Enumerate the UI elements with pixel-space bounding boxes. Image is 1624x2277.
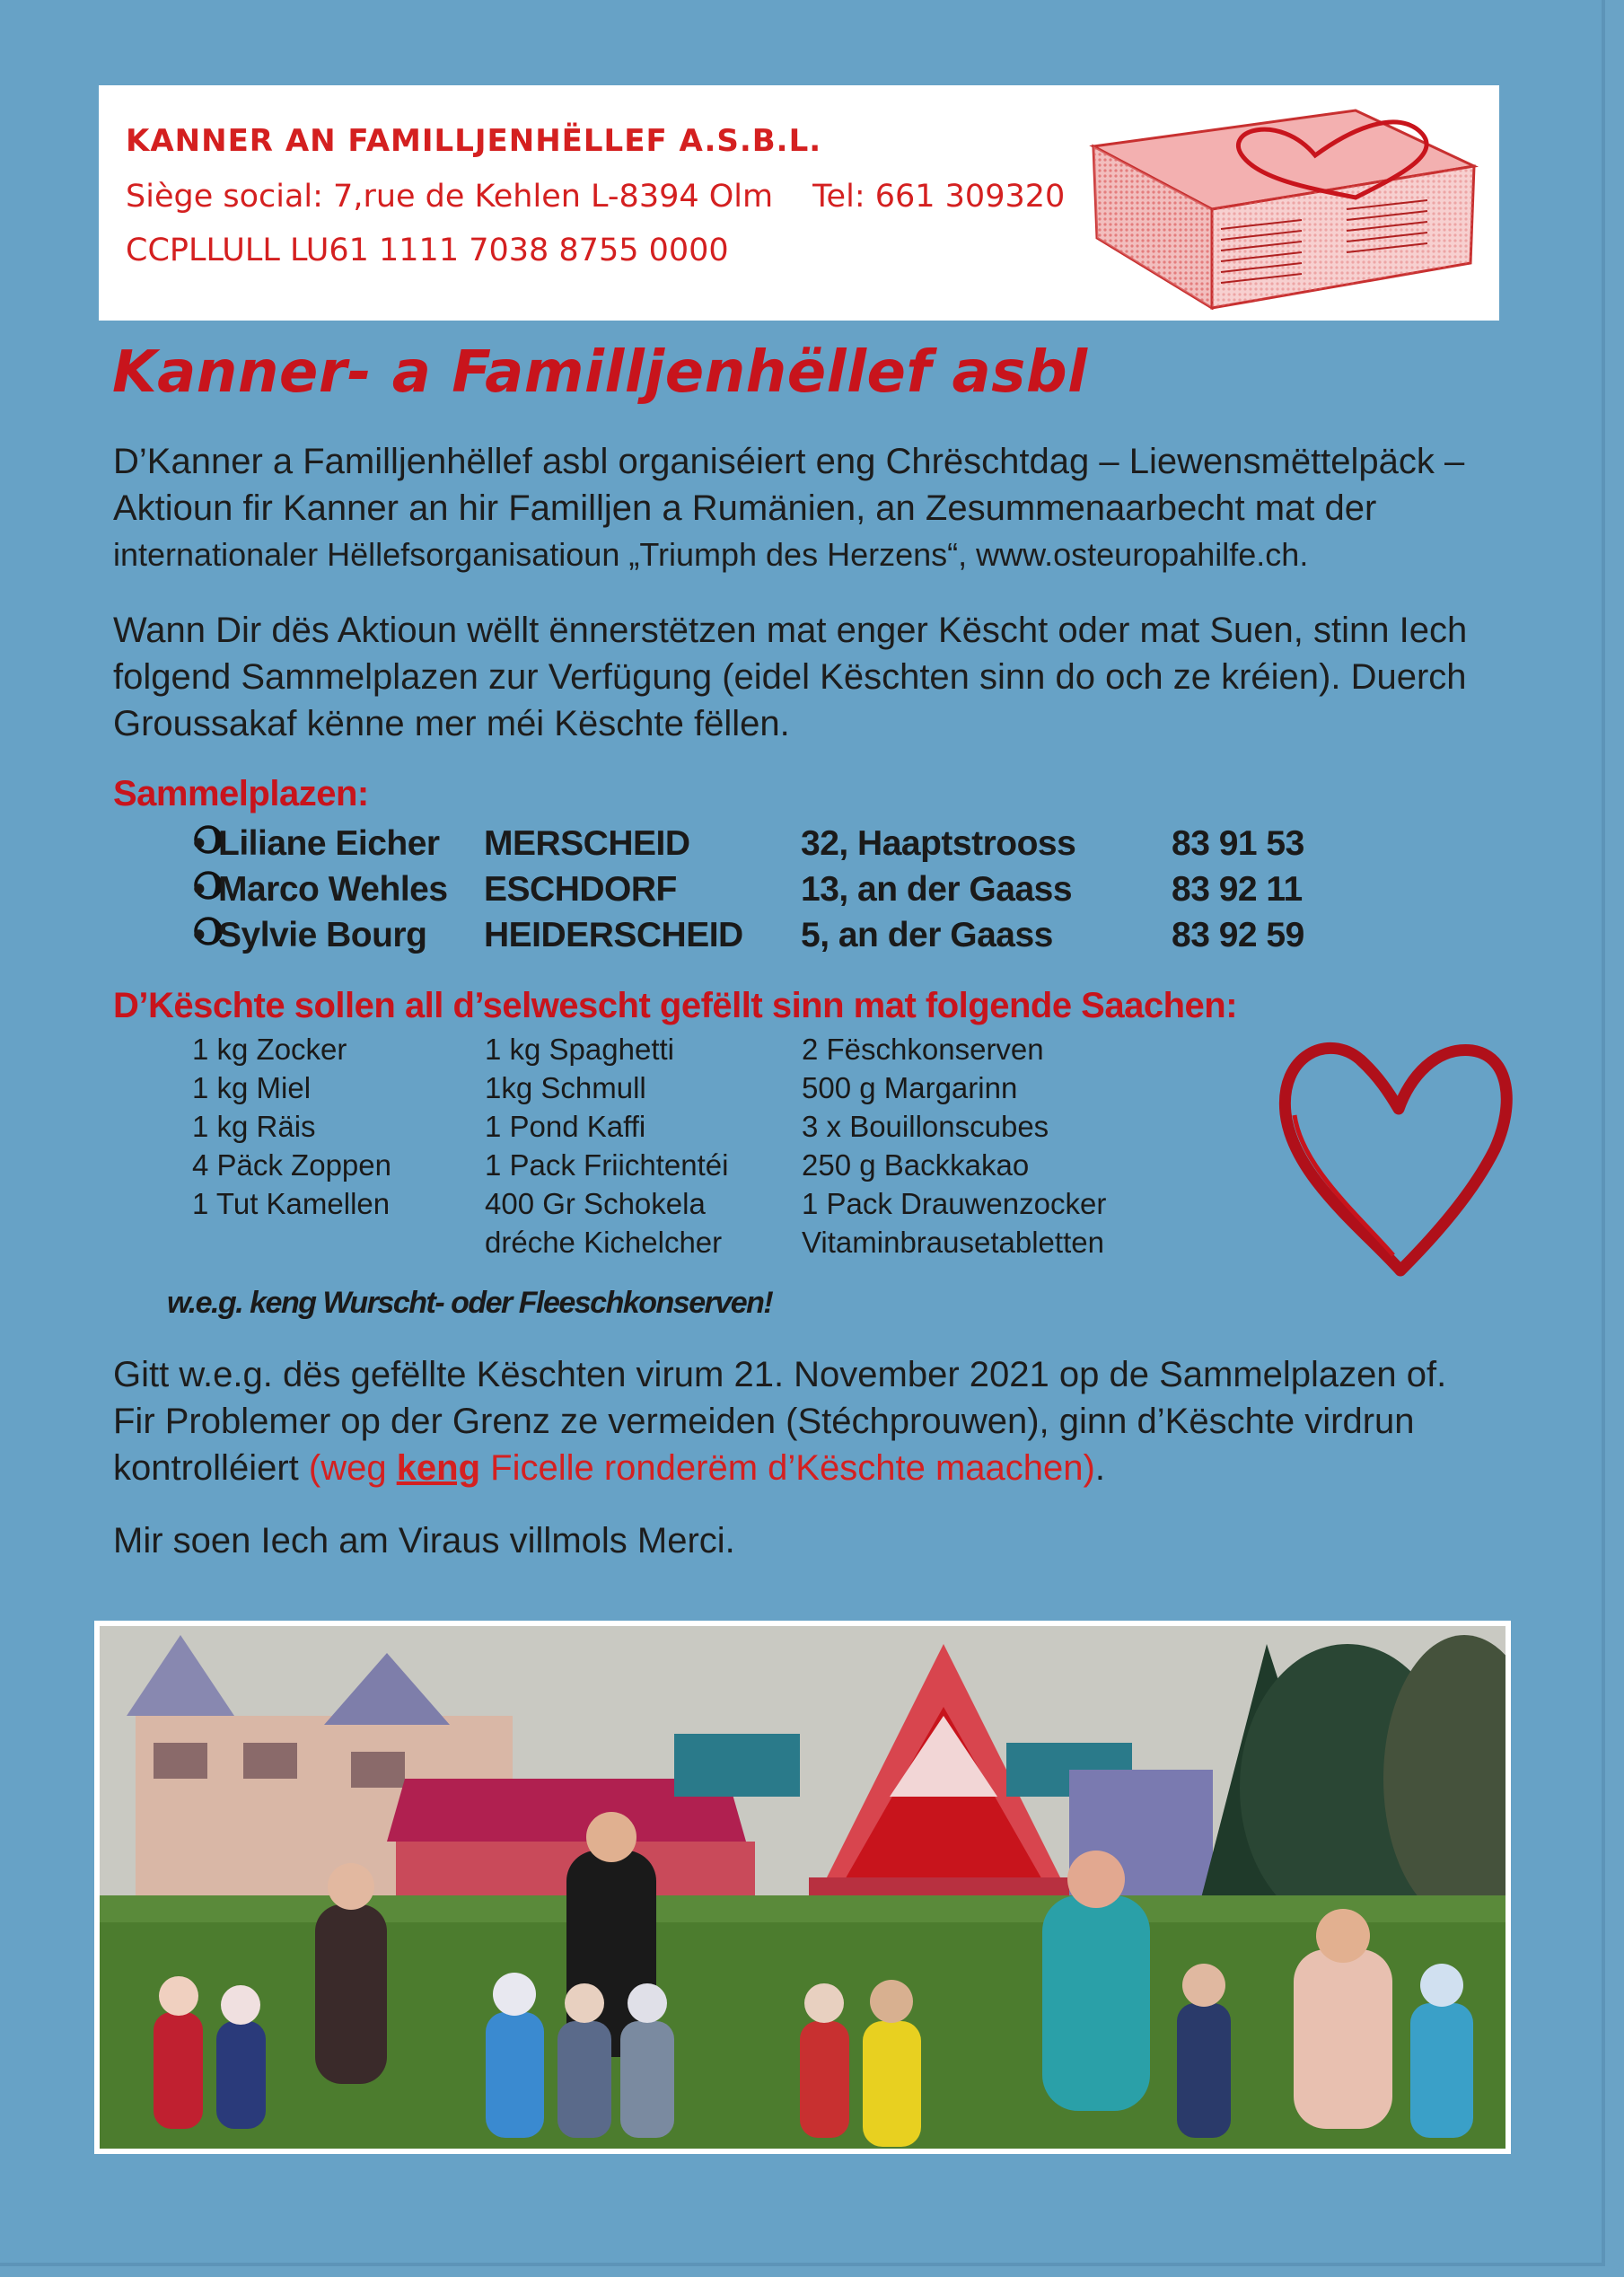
page-title: Kanner- a Familljenhëllef asbl xyxy=(112,339,1088,406)
contact-street: 13, an der Gaass xyxy=(801,870,1073,909)
org-account: CCPLLULL LU61 1111 7038 8755 0000 xyxy=(126,233,729,268)
collection-points-list xyxy=(193,824,1360,962)
delivery-text: . xyxy=(1094,1448,1105,1488)
items-row xyxy=(192,1033,1180,1071)
warning-emphasis: keng xyxy=(396,1448,481,1488)
bullet: • xyxy=(193,824,206,863)
contact-street: 32, Haaptstrooss xyxy=(801,824,1076,863)
item: 1kg Schmull xyxy=(485,1071,646,1104)
item: 1 kg Spaghetti xyxy=(485,1033,674,1066)
item: 4 Päck Zoppen xyxy=(192,1148,391,1182)
items-heading: D’Këschte sollen all d’selwescht gefëllt sinn mat folgende Saachen: xyxy=(113,986,1238,1025)
item: 1 Pond Kaffi xyxy=(485,1110,646,1143)
contact-phone: 83 92 59 xyxy=(1172,916,1304,954)
delivery-paragraph xyxy=(113,1351,1460,1491)
collection-point xyxy=(193,824,1360,870)
items-row xyxy=(192,1148,1180,1187)
header-banner xyxy=(99,85,1499,321)
item: 2 Fëschkonserven xyxy=(802,1033,1044,1066)
contact-name: Sylvie Bourg xyxy=(218,916,427,954)
contact-phone: 83 92 11 xyxy=(1172,870,1303,909)
support-paragraph xyxy=(113,607,1468,747)
intro-paragraph xyxy=(113,438,1465,578)
intro-line: internationaler Hëllefsorganisatioun „Triumph des Herzens“, www.osteuropahilfe.ch. xyxy=(113,536,1309,573)
children-photo xyxy=(94,1621,1511,2154)
contact-street: 5, an der Gaass xyxy=(801,916,1053,954)
item: 250 g Backkakao xyxy=(802,1148,1030,1182)
delivery-line xyxy=(113,1445,1460,1491)
org-name: KANNER AN FAMILLJENHËLLEF A.S.B.L. xyxy=(126,123,822,159)
contact-phone: 83 91 53 xyxy=(1172,824,1304,863)
warning-text: (weg xyxy=(308,1448,397,1488)
support-line: Groussakaf kënne mer méi Këschte fëllen. xyxy=(113,704,790,743)
contact-town: MERSCHEID xyxy=(484,824,690,863)
item: dréche Kichelcher xyxy=(485,1226,723,1259)
item: 1 kg Zocker xyxy=(192,1033,347,1066)
org-address-line xyxy=(126,179,1065,215)
item: 1 kg Räis xyxy=(192,1110,316,1143)
delivery-text: kontrolléiert xyxy=(113,1448,309,1488)
item: 1 kg Miel xyxy=(192,1071,312,1104)
items-row xyxy=(192,1071,1180,1110)
collection-heading: Sammelplazen: xyxy=(113,774,369,813)
items-row xyxy=(192,1226,1180,1264)
closing-line: Mir soen Iech am Viraus villmols Merci. xyxy=(113,1521,735,1560)
meat-note: w.e.g. keng Wurscht- oder Fleeschkonserven! xyxy=(167,1286,773,1320)
items-row xyxy=(192,1110,1180,1148)
contact-town: HEIDERSCHEID xyxy=(484,916,743,954)
gift-box-illustration xyxy=(1086,103,1481,310)
collection-point xyxy=(193,870,1360,916)
org-address: Siège social: 7,rue de Kehlen L-8394 Olm xyxy=(126,179,774,215)
item: Vitaminbrausetabletten xyxy=(802,1226,1104,1259)
item: 500 g Margarinn xyxy=(802,1071,1018,1104)
support-line: folgend Sammelplazen zur Verfügung (eidel Këschten sinn do och ze kréien). Duerch xyxy=(113,657,1467,697)
items-row xyxy=(192,1187,1180,1226)
item: 3 x Bouillonscubes xyxy=(802,1110,1049,1143)
contact-town: ESCHDORF xyxy=(484,870,677,909)
support-line: Wann Dir dës Aktioun wëllt ënnerstëtzen mat enger Këscht oder mat Suen, stinn Iech xyxy=(113,611,1468,650)
items-list xyxy=(192,1033,1180,1264)
item: 1 Pack Drauwenzocker xyxy=(802,1187,1107,1220)
delivery-line: Gitt w.e.g. dës gefëllte Këschten virum 21. November 2021 op de Sammelplazen of. xyxy=(113,1355,1447,1394)
item: 1 Tut Kamellen xyxy=(192,1187,391,1220)
contact-name: Liliane Eicher xyxy=(218,824,440,863)
photo-illustration xyxy=(100,1626,1505,2149)
bullet: • xyxy=(193,916,206,954)
warning-text: Ficelle ronderëm d’Këschte maachen) xyxy=(480,1448,1095,1488)
org-phone: Tel: 661 309320 xyxy=(812,179,1066,215)
item: 1 Pack Friichtentéi xyxy=(485,1148,729,1182)
collection-point xyxy=(193,916,1360,962)
closing-paragraph xyxy=(113,1517,1460,1564)
contact-name: Marco Wehles xyxy=(218,870,448,909)
intro-line: D’Kanner a Familljenhëllef asbl organiséiert eng Chrëschtdag – Liewensmëttelpäck – xyxy=(113,442,1465,481)
heart-icon xyxy=(1275,1015,1517,1284)
delivery-line: Fir Problemer op der Grenz ze vermeiden (Stéchprouwen), ginn d’Këschte virdrun xyxy=(113,1402,1415,1441)
intro-line: Aktioun fir Kanner an hir Familljen a Rumänien, an Zesummenaarbecht mat der xyxy=(113,488,1377,528)
item: 400 Gr Schokela xyxy=(485,1187,706,1220)
bullet: • xyxy=(193,870,206,909)
